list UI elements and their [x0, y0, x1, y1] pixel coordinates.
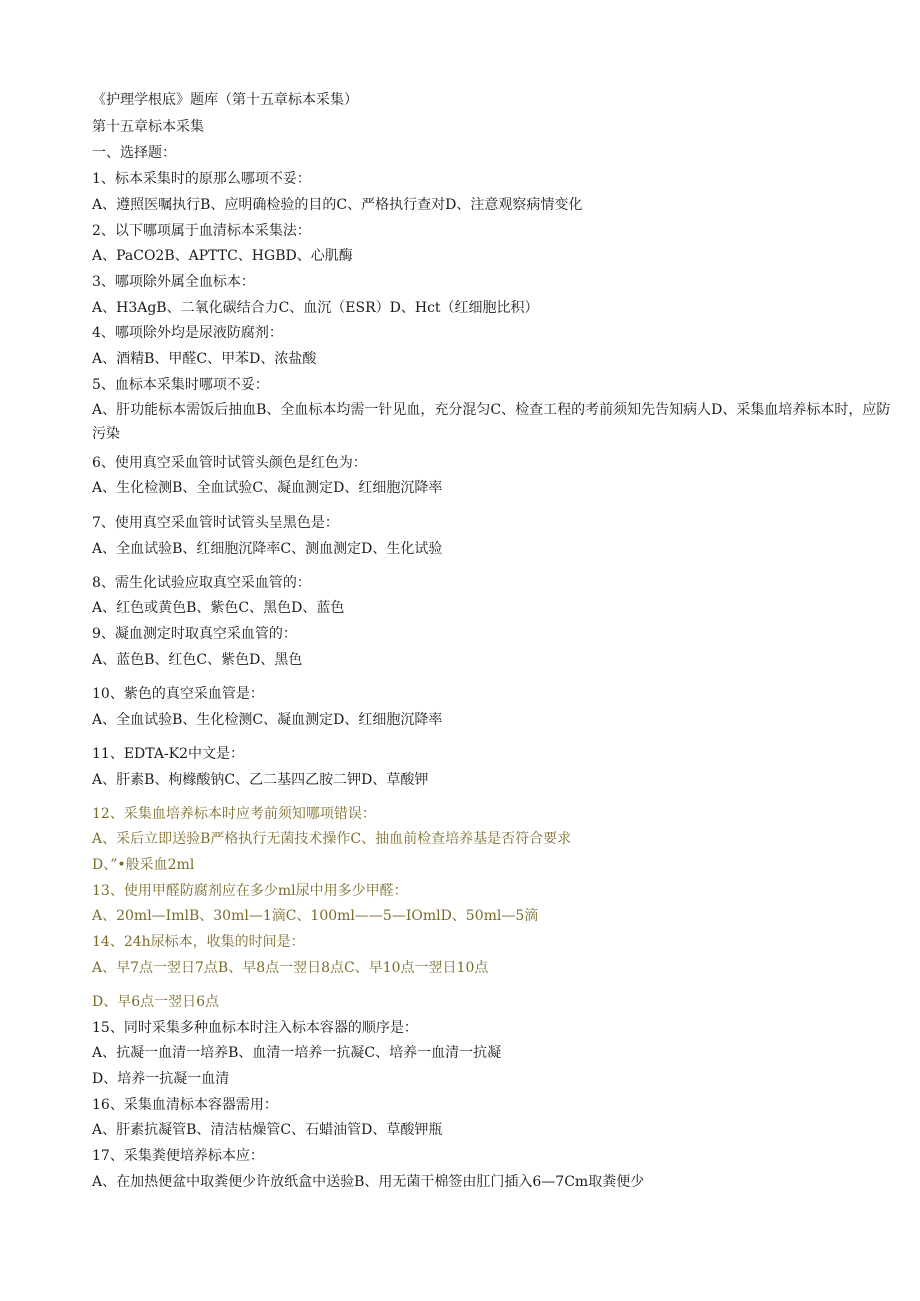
options-5: A、肝功能标本需饭后抽血B、全血标本均需一针见血，充分混匀C、检查工程的考前须知先告知病人D、采集血培养标本时，应防污染	[92, 402, 891, 442]
options-15-d: D、培养一抗凝一血清	[92, 1071, 230, 1087]
options-3: A、H3AgB、二氧化碳结合力C、血沉（ESR）D、Hct（红细胞比积）	[92, 300, 539, 316]
options-12-a-c: A、采后立即送验B严格执行无菌技术操作C、抽血前检查培养基是否符合要求	[92, 831, 572, 847]
options-12-d: D、”•般采血2ml	[92, 857, 195, 873]
options-4: A、酒精B、甲醛C、甲苯D、浓盐酸	[92, 351, 317, 367]
options-11: A、肝素B、枸橼酸钠C、乙二基四乙胺二钾D、草酸钾	[92, 772, 429, 788]
options-6: A、生化检测B、全血试验C、凝血测定D、红细胞沉降率	[92, 480, 443, 496]
question-13: 13、使用甲醛防腐剂应在多少ml尿中用多少甲醛：	[92, 883, 408, 899]
chapter-heading: 第十五章标本采集	[92, 119, 204, 135]
question-12: 12、采集血培养标本时应考前须知哪项错误：	[92, 806, 376, 822]
options-13: A、20ml—ImlB、30ml—1滴C、100ml——5—IOmlD、50ml—5滴	[92, 908, 539, 924]
options-14-a-c: A、早7点一翌日7点B、早8点一翌日8点C、早10点一翌日10点	[92, 960, 489, 976]
question-11: 11、EDTA-K2中文是：	[92, 746, 245, 762]
question-15: 15、同时采集多种血标本时注入标本容器的顺序是：	[92, 1020, 418, 1036]
options-9: A、蓝色B、红色C、紫色D、黑色	[92, 652, 303, 668]
question-5: 5、血标本采集时哪项不妥：	[92, 377, 269, 393]
question-16: 16、采集血清标本容器需用：	[92, 1097, 278, 1113]
document-title: 《护理学根底》题库（第十五章标本采集）	[92, 92, 358, 108]
options-15-a-c: A、抗凝一血清一培养B、血清一培养一抗凝C、培养一血清一抗凝	[92, 1045, 502, 1061]
question-17: 17、采集粪便培养标本应：	[92, 1148, 264, 1164]
question-2: 2、以下哪项属于血清标本采集法：	[92, 223, 311, 239]
question-3: 3、哪项除外属全血标本：	[92, 274, 255, 290]
options-14-d: D、早6点一翌日6点	[92, 994, 220, 1010]
options-16: A、肝素抗凝管B、清洁枯燥管C、石蜡油管D、草酸钾瓶	[92, 1122, 443, 1138]
question-8: 8、需生化试验应取真空采血管的：	[92, 575, 311, 591]
options-1: A、遵照医嘱执行B、应明确检验的目的C、严格执行查对D、注意观察病情变化	[92, 197, 583, 213]
question-1: 1、标本采集时的原那么哪项不妥：	[92, 171, 311, 187]
section-heading: 一、选择题：	[92, 145, 176, 161]
question-14: 14、24h尿标本，收集的时间是：	[92, 934, 305, 950]
question-7: 7、使用真空采血管时试管头呈黑色是：	[92, 515, 339, 531]
options-2: A、PaCO2B、APTTC、HGBD、心肌酶	[92, 248, 353, 264]
options-17: A、在加热便盆中取粪便少许放纸盒中送验B、用无菌干棉签由肛门插入6—7Cm取粪便少	[92, 1174, 645, 1190]
question-6: 6、使用真空采血管时试管头颜色是红色为：	[92, 455, 367, 471]
question-4: 4、哪项除外均是尿液防腐剂：	[92, 325, 283, 341]
question-9: 9、凝血测定时取真空采血管的：	[92, 626, 297, 642]
options-7: A、全血试验B、红细胞沉降率C、测血测定D、生化试验	[92, 541, 443, 557]
options-10: A、全血试验B、生化检测C、凝血测定D、红细胞沉降率	[92, 712, 443, 728]
question-10: 10、紫色的真空采血管是：	[92, 686, 264, 702]
options-8: A、红色或黄色B、紫色C、黑色D、蓝色	[92, 600, 345, 616]
